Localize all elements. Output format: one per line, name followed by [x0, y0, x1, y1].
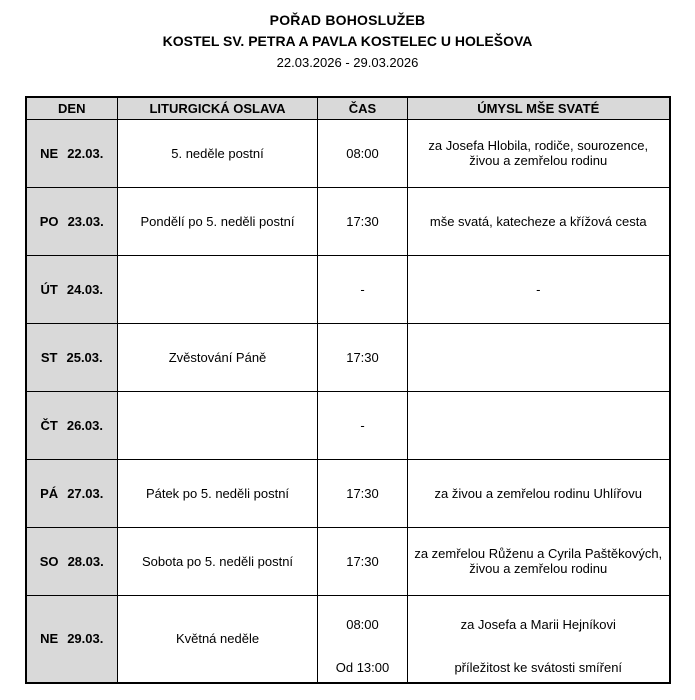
- day-cell: [26, 323, 118, 391]
- celebration-cell: 5. neděle postní: [118, 119, 318, 187]
- intention-cell: [408, 595, 670, 683]
- intention-cell: [408, 391, 670, 459]
- table-row: [26, 255, 670, 323]
- col-header-day: DEN: [26, 97, 118, 119]
- intention-cell: [408, 527, 670, 595]
- schedule-table: [25, 96, 671, 684]
- day-date: 29.03.: [67, 631, 104, 646]
- time-cell: [318, 595, 408, 683]
- celebration-cell: [118, 255, 318, 323]
- intention-text: za Josefa Hlobila, rodiče, sourozence, živou a zemřelou rodinu: [428, 138, 649, 168]
- day-date: 26.03.: [66, 417, 103, 433]
- intention-text: za zemřelou Růženu a Cyrila Paštěkových, živou a zemřelou rodinu: [414, 546, 663, 576]
- intention-cell: [408, 187, 670, 255]
- day-cell: [26, 595, 118, 683]
- header-row: [26, 97, 670, 119]
- day-date: 23.03.: [67, 213, 104, 229]
- day-cell: [26, 391, 118, 459]
- day-abbr: ÚT: [40, 281, 58, 297]
- table-header: [26, 97, 670, 119]
- table-row: [26, 323, 670, 391]
- intention-cell: [408, 255, 670, 323]
- day-date: 24.03.: [66, 281, 103, 297]
- day-abbr: NE: [40, 145, 59, 161]
- time-value: Od 13:00: [335, 660, 390, 675]
- day-cell: [26, 187, 118, 255]
- time-cell: [318, 391, 408, 459]
- day-abbr: ČT: [40, 417, 58, 433]
- day-date: 22.03.: [67, 145, 104, 161]
- col-header-celebration: LITURGICKÁ OSLAVA: [118, 97, 318, 119]
- time-value: 17:30: [346, 553, 379, 569]
- time-value: 17:30: [346, 485, 379, 501]
- time-value: -: [360, 281, 365, 297]
- celebration-cell: Pátek po 5. neděli postní: [118, 459, 318, 527]
- day-cell: [26, 459, 118, 527]
- date-range: 22.03.2026 - 29.03.2026: [276, 55, 419, 70]
- day-cell: [26, 255, 118, 323]
- table-row: [26, 187, 670, 255]
- table-row: [26, 459, 670, 527]
- table-row: [26, 595, 670, 683]
- intention-text: -: [536, 281, 541, 297]
- col-header-time: ČAS: [318, 97, 408, 119]
- intention-text: za Josefa a Marii Hejníkovi: [460, 617, 616, 632]
- celebration-cell: Pondělí po 5. neděli postní: [118, 187, 318, 255]
- day-abbr: PÁ: [40, 485, 59, 501]
- day-cell: [26, 119, 118, 187]
- church-name: KOSTEL SV. PETRA A PAVLA KOSTELEC U HOLEŠOVA: [162, 33, 533, 49]
- schedule-table-body: [26, 119, 670, 683]
- celebration-cell: Sobota po 5. neděli postní: [118, 527, 318, 595]
- time-cell: [318, 187, 408, 255]
- intention-text: příležitost ke svátosti smíření: [454, 660, 623, 675]
- intention-cell: [408, 323, 670, 391]
- day-date: 25.03.: [66, 349, 103, 365]
- time-value: 08:00: [346, 617, 379, 632]
- time-cell: [318, 527, 408, 595]
- table-row: [26, 391, 670, 459]
- celebration-cell: Květná neděle: [118, 595, 318, 683]
- day-abbr: SO: [39, 553, 59, 569]
- time-cell: [318, 323, 408, 391]
- time-cell: [318, 119, 408, 187]
- time-value: 17:30: [346, 213, 379, 229]
- time-cell: [318, 255, 408, 323]
- day-abbr: NE: [40, 631, 59, 646]
- day-date: 27.03.: [67, 485, 104, 501]
- col-header-intention: ÚMYSL MŠE SVATÉ: [408, 97, 670, 119]
- table-row: [26, 527, 670, 595]
- day-abbr: PO: [39, 213, 59, 229]
- day-abbr: ST: [40, 349, 58, 365]
- time-value: 08:00: [346, 145, 379, 161]
- celebration-cell: [118, 391, 318, 459]
- celebration-cell: Zvěstování Páně: [118, 323, 318, 391]
- intention-text: za živou a zemřelou rodinu Uhlířovu: [434, 485, 642, 501]
- intention-cell: [408, 459, 670, 527]
- table-row: [26, 119, 670, 187]
- day-cell: [26, 527, 118, 595]
- intention-text: mše svatá, katecheze a křížová cesta: [429, 213, 647, 229]
- page-title: POŘAD BOHOSLUŽEB: [269, 12, 426, 28]
- time-cell: [318, 459, 408, 527]
- intention-cell: [408, 119, 670, 187]
- day-date: 28.03.: [67, 553, 104, 569]
- time-value: 17:30: [346, 349, 379, 365]
- time-value: -: [360, 417, 365, 433]
